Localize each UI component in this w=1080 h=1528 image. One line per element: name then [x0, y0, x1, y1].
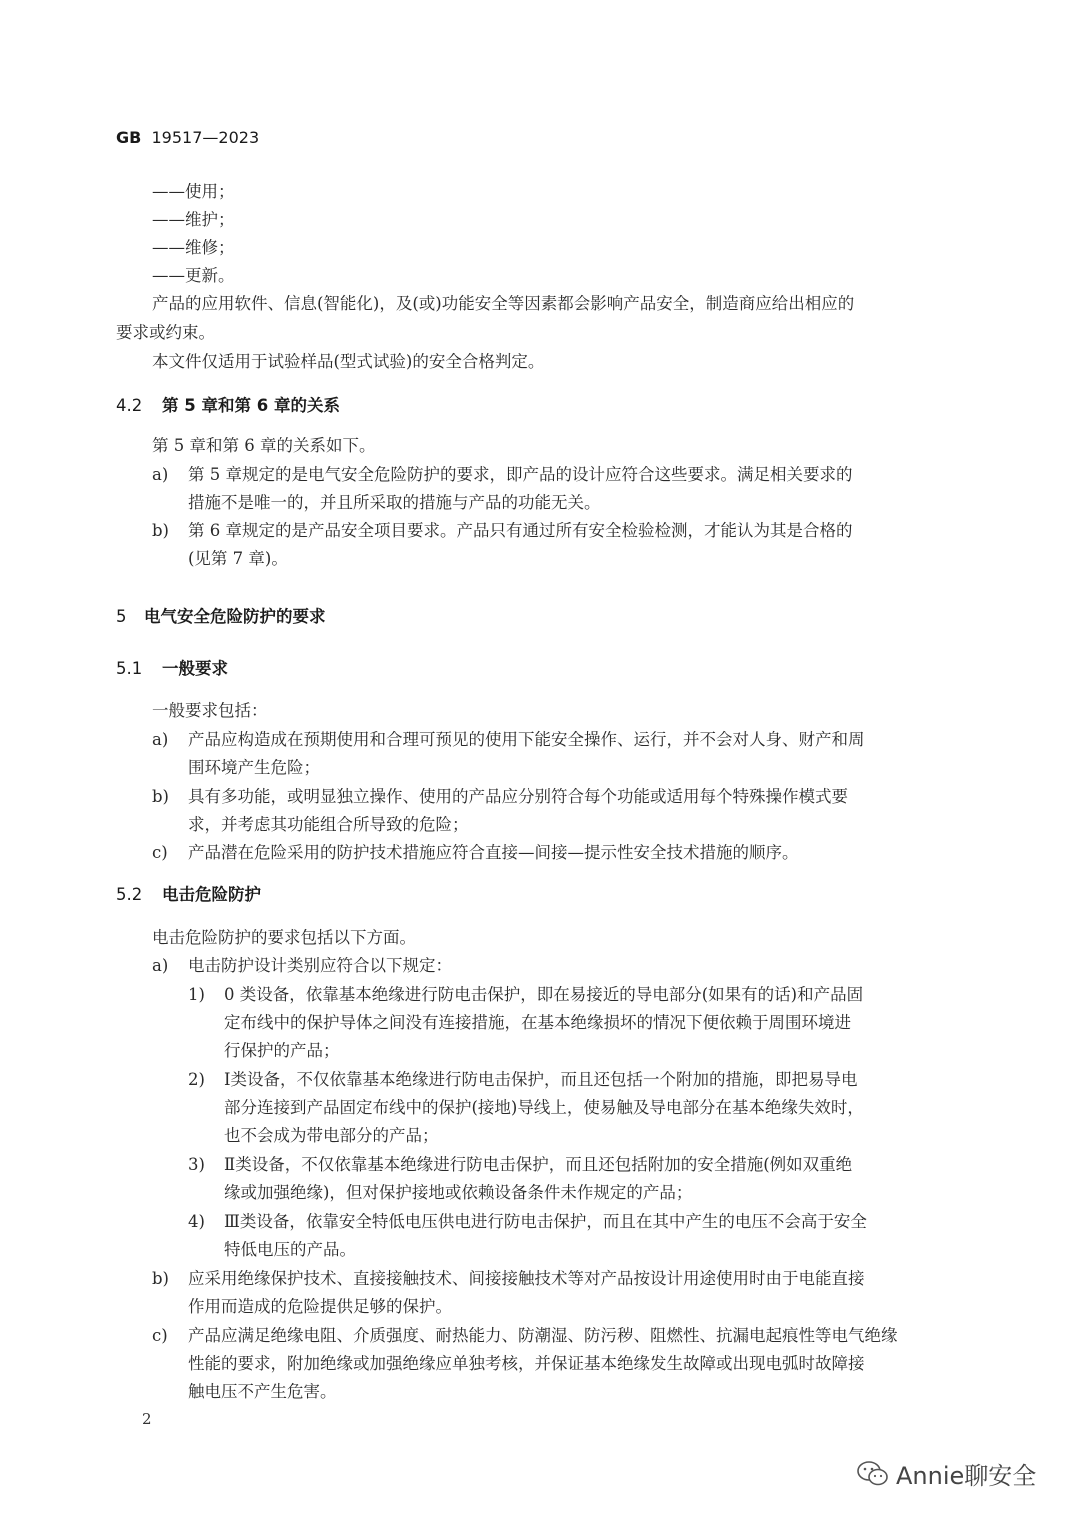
watermark: [856, 1456, 1036, 1491]
sub-list-item-continuation: 也不会成为带电部分的产品；: [224, 1126, 439, 1145]
sub-list-item-continuation: 特低电压的产品。: [224, 1240, 356, 1259]
sub-list-item-continuation: 部分连接到产品固定布线中的保护(接地)导线上，使易触及导电部分在基本绝缘失效时，: [224, 1098, 864, 1117]
list-item-continuation: 作用而造成的危险提供足够的保护。: [188, 1297, 452, 1316]
section-intro: 一般要求包括：: [152, 701, 268, 720]
section-heading-5-1: 5.1 一般要求: [116, 659, 228, 678]
list-item: c) 产品应满足绝缘电阻、介质强度、耐热能力、防潮湿、防污秽、阻燃性、抗漏电起痕性等电气绝缘: [152, 1326, 898, 1345]
paragraph-line: 本文件仅适用于试验样品(型式试验)的安全合格判定。: [152, 352, 545, 371]
list-item: a) 第 5 章规定的是电气安全危险防护的要求，即产品的设计应符合这些要求。满足相关要求的: [152, 465, 853, 484]
sub-list-item: 3) Ⅱ类设备，不仅依靠基本绝缘进行防电击保护，而且还包括附加的安全措施(例如双重绝: [188, 1155, 853, 1174]
list-item-continuation: 围环境产生危险；: [188, 758, 320, 777]
sub-list-item-continuation: 缘或加强绝缘)，但对保护接地或依赖设备条件未作规定的产品；: [224, 1183, 693, 1202]
section-intro: 第 5 章和第 6 章的关系如下。: [152, 436, 376, 455]
dash-item: ——使用；: [152, 182, 235, 201]
standard-code: GB 19517—2023: [116, 128, 260, 147]
dash-item: ——维护；: [152, 210, 235, 229]
dash-item: ——维修；: [152, 238, 235, 257]
page-number: 2: [142, 1410, 152, 1428]
list-item-continuation: 性能的要求，附加绝缘或加强绝缘应单独考核，并保证基本绝缘发生故障或出现电弧时故障接: [188, 1354, 865, 1373]
paragraph-line: 产品的应用软件、信息(智能化)，及(或)功能安全等因素都会影响产品安全，制造商应给出相应的: [152, 294, 855, 313]
wechat-icon: [856, 1460, 890, 1488]
list-item: b) 第 6 章规定的是产品安全项目要求。产品只有通过所有安全检验检测，才能认为其是合格的: [152, 521, 853, 540]
section-intro: 电击危险防护的要求包括以下方面。: [152, 928, 416, 947]
paragraph-line: 要求或约束。: [116, 323, 215, 342]
list-item: c) 产品潜在危险采用的防护技术措施应符合直接—间接—提示性安全技术措施的顺序。: [152, 843, 799, 862]
list-item-continuation: 求，并考虑其功能组合所导致的危险；: [188, 815, 469, 834]
list-item-continuation: (见第 7 章)。: [188, 549, 288, 568]
section-heading-5-2: 5.2 电击危险防护: [116, 885, 261, 904]
sub-list-item: 1) 0 类设备，依靠基本绝缘进行防电击保护，即在易接近的导电部分(如果有的话)和产品固: [188, 985, 864, 1004]
sub-list-item-continuation: 定布线中的保护导体之间没有连接措施，在基本绝缘损坏的情况下便依赖于周围环境进: [224, 1013, 851, 1032]
list-item: b) 应采用绝缘保护技术、直接接触技术、间接接触技术等对产品按设计用途使用时由于电能直接: [152, 1269, 865, 1288]
watermark-text: Annie聊安全: [896, 1462, 1037, 1490]
list-item-continuation: 触电压不产生危害。: [188, 1382, 337, 1401]
section-heading-4-2: 4.2 第 5 章和第 6 章的关系: [116, 396, 340, 415]
sub-list-item: 2) Ⅰ类设备，不仅依靠基本绝缘进行防电击保护，而且还包括一个附加的措施，即把易导电: [188, 1070, 858, 1089]
dash-item: ——更新。: [152, 266, 235, 285]
list-item: a) 产品应构造成在预期使用和合理可预见的使用下能安全操作、运行，并不会对人身、财产和周: [152, 730, 865, 749]
section-heading-5: 5 电气安全危险防护的要求: [116, 607, 326, 626]
sub-list-item: 4) Ⅲ类设备，依靠安全特低电压供电进行防电击保护，而且在其中产生的电压不会高于安全: [188, 1212, 867, 1231]
sub-list-item-continuation: 行保护的产品；: [224, 1041, 340, 1060]
list-item: a) 电击防护设计类别应符合以下规定：: [152, 956, 452, 975]
list-item: b) 具有多功能，或明显独立操作、使用的产品应分别符合每个功能或适用每个特殊操作模式要: [152, 787, 848, 806]
list-item-continuation: 措施不是唯一的，并且所采取的措施与产品的功能无关。: [188, 493, 601, 512]
